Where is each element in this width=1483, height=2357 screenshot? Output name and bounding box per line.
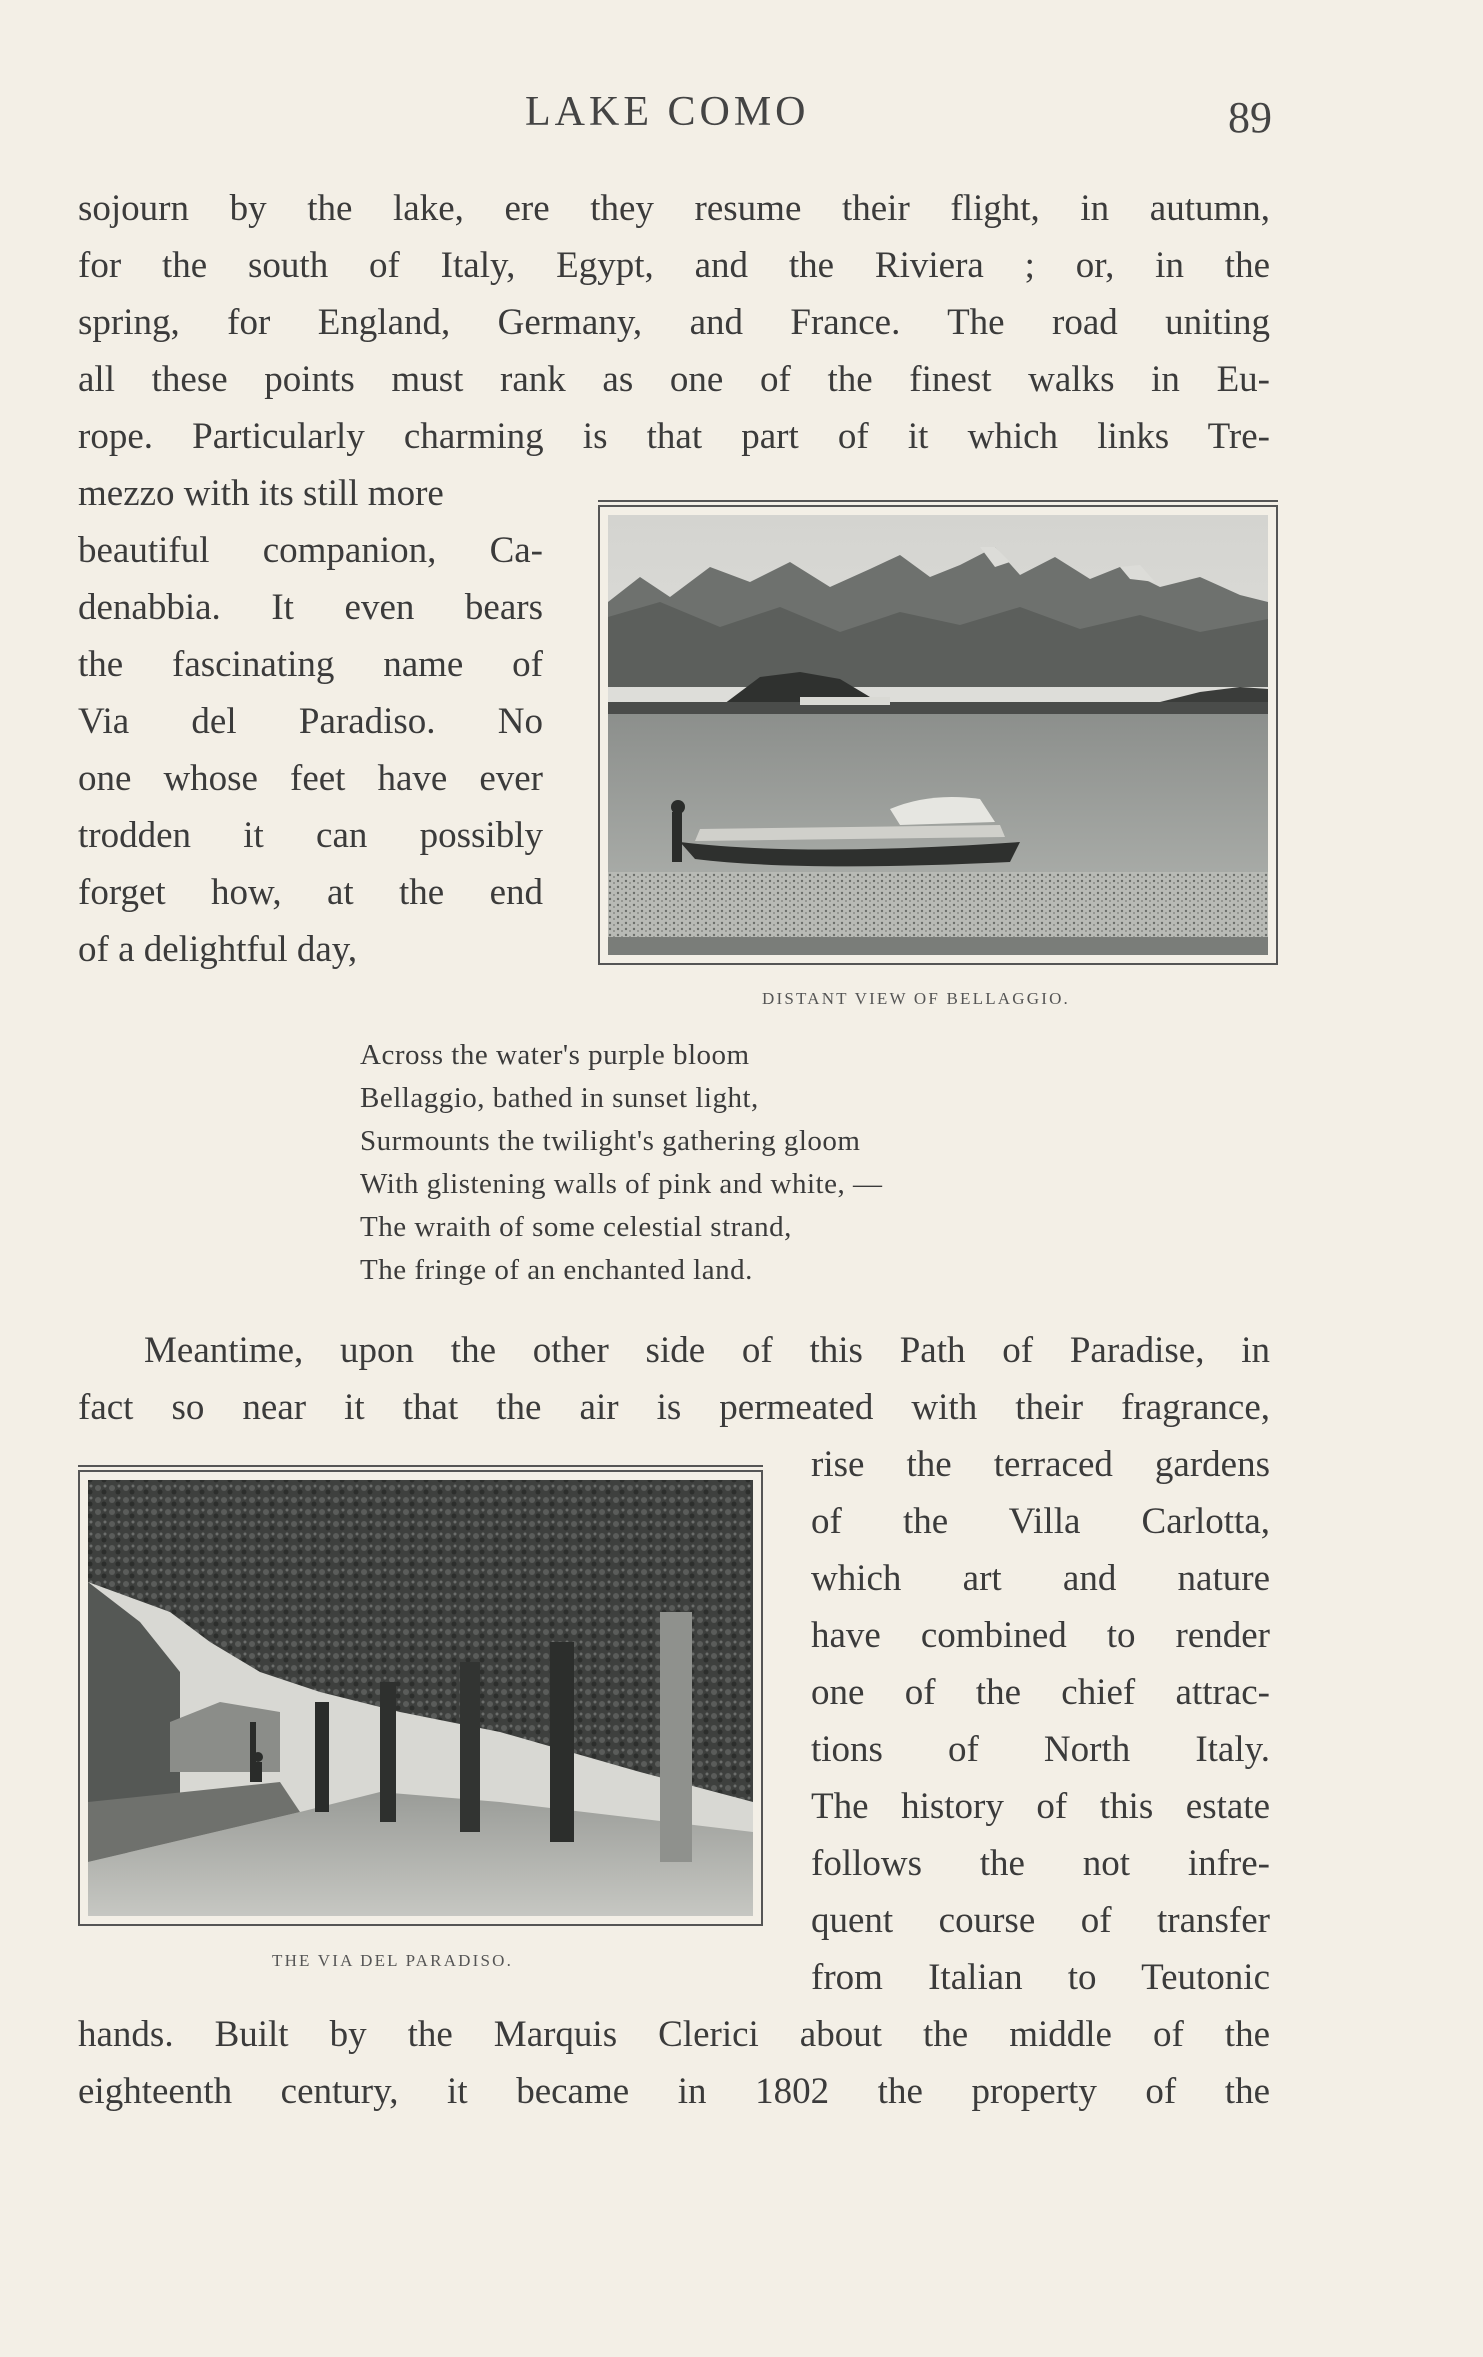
text-line: for the south of Italy, Egypt, and the Riviera ; or, in the xyxy=(78,245,1270,286)
text-line: all these points must rank as one of the finest walks in Eu- xyxy=(78,359,1270,400)
text-line: sojourn by the lake, ere they resume their flight, in autumn, xyxy=(78,188,1270,229)
text-line: from Italian to Teutonic xyxy=(811,1957,1270,1998)
text-line: hands. Built by the Marquis Clerici about the middle of the xyxy=(78,2014,1270,2055)
figure-rule xyxy=(598,500,1278,502)
figure-caption: THE VIA DEL PARADISO. xyxy=(272,1951,514,1970)
text-line: quent course of transfer xyxy=(811,1900,1270,1941)
text-line: spring, for England, Germany, and France. The road uniting xyxy=(78,302,1270,343)
verse-line: Across the water's purple bloom xyxy=(360,1039,750,1071)
text-line: fact so near it that the air is permeated with their fragrance, xyxy=(78,1387,1270,1428)
running-title: LAKE COMO xyxy=(525,89,810,135)
text-line: follows the not infre- xyxy=(811,1843,1270,1884)
text-line: eighteenth century, it became in 1802 the property of the xyxy=(78,2071,1270,2112)
figure-caption: DISTANT VIEW OF BELLAGGIO. xyxy=(762,989,1070,1008)
bellaggio-photo xyxy=(600,507,1276,963)
text-line: Meantime, upon the other side of this Path of Paradise, in xyxy=(144,1330,1270,1371)
text-line: The history of this estate xyxy=(811,1786,1270,1827)
text-line: rise the terraced gardens xyxy=(811,1444,1270,1485)
text-line: one of the chief attrac- xyxy=(811,1672,1270,1713)
text-line: tions of North Italy. xyxy=(811,1729,1270,1770)
via-paradiso-photo xyxy=(80,1472,761,1924)
verse-line: The wraith of some celestial strand, xyxy=(360,1211,792,1243)
verse-line: The fringe of an enchanted land. xyxy=(360,1254,753,1286)
text-line: have combined to render xyxy=(811,1615,1270,1656)
text-line: Via del Paradiso. No xyxy=(78,701,543,742)
text-line: mezzo with its still more xyxy=(78,473,444,514)
verse-line: Surmounts the twilight's gathering gloom xyxy=(360,1125,861,1157)
page-number: 89 xyxy=(1228,93,1272,142)
text-line: denabbia. It even bears xyxy=(78,587,543,628)
page-header xyxy=(0,88,1483,148)
text-line: trodden it can possibly xyxy=(78,815,543,856)
text-line: of the Villa Carlotta, xyxy=(811,1501,1270,1542)
text-line: which art and nature xyxy=(811,1558,1270,1599)
text-line: of a delightful day, xyxy=(78,929,358,970)
text-line: one whose feet have ever xyxy=(78,758,543,799)
text-line: the fascinating name of xyxy=(78,644,543,685)
verse-line: With glistening walls of pink and white, — xyxy=(360,1168,883,1200)
verse-line: Bellaggio, bathed in sunset light, xyxy=(360,1082,759,1114)
text-line: beautiful companion, Ca- xyxy=(78,530,543,571)
figure-via-del-paradiso xyxy=(78,1470,763,1926)
figure-rule xyxy=(78,1465,763,1467)
text-line: rope. Particularly charming is that part of it which links Tre- xyxy=(78,416,1270,457)
text-line: forget how, at the end xyxy=(78,872,543,913)
figure-bellaggio xyxy=(598,505,1278,965)
